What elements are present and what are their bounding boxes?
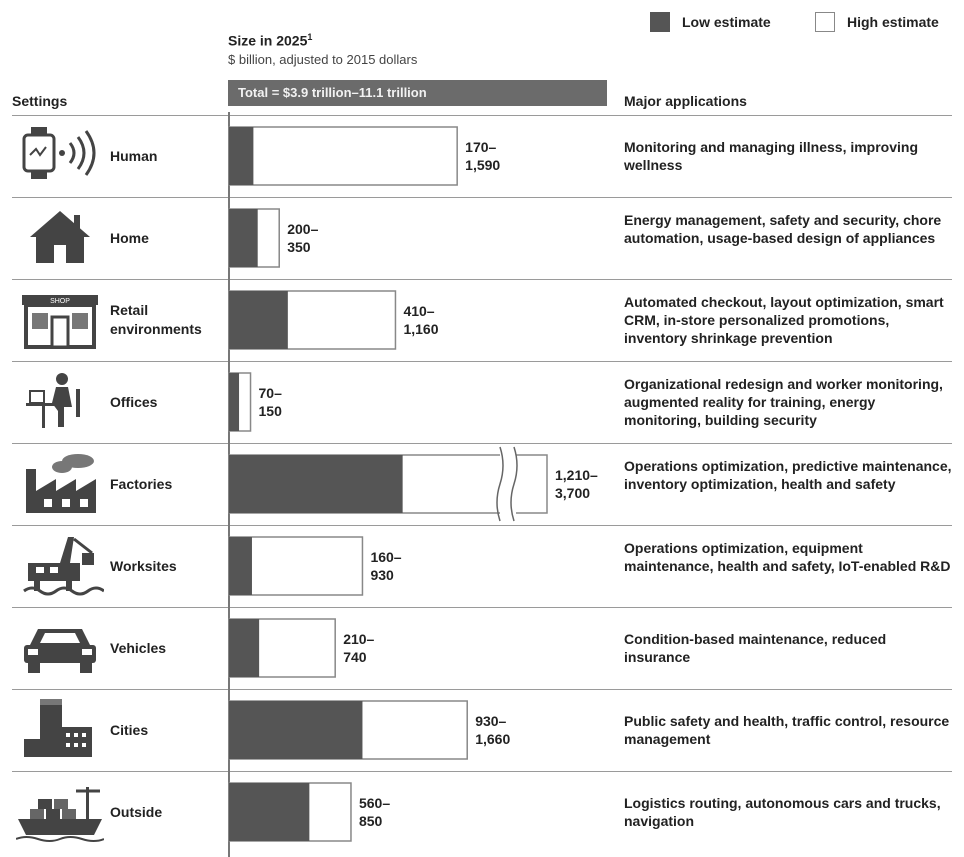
setting-label: Cities <box>110 722 149 738</box>
application-text: Operations optimization, predictive maintenance, inventory optimization, health and safety <box>624 458 952 492</box>
row-divider <box>12 771 952 772</box>
range-high-label: 740 <box>343 649 367 665</box>
range-low-label: 930– <box>475 713 507 729</box>
application-text: Automated checkout, layout optimization, smart CRM, in-store personalized promotions, inventory shrinkage prevention <box>624 294 944 346</box>
range-high-label: 1,160 <box>403 321 439 337</box>
legend-high-label: High estimate <box>847 14 939 30</box>
range-low-label: 170– <box>465 139 497 155</box>
range-label <box>343 630 374 666</box>
row-offices <box>0 361 964 443</box>
range-label <box>555 466 598 502</box>
range-label <box>403 302 438 338</box>
range-high-label: 3,700 <box>555 485 591 501</box>
range-label <box>287 220 318 256</box>
setting-label: Home <box>110 230 149 246</box>
setting-label: Offices <box>110 394 158 410</box>
factory-icon <box>16 451 104 517</box>
range-label <box>465 138 500 174</box>
application-text: Energy management, safety and security, chore automation, usage-based design of appliances <box>624 212 942 246</box>
range-low-label: 70– <box>258 385 282 401</box>
row-vehicles <box>0 607 964 689</box>
range-high-label: 350 <box>287 239 311 255</box>
office-worker-icon <box>16 369 104 435</box>
car-icon <box>16 615 104 681</box>
row-outside <box>0 771 964 853</box>
application-text: Monitoring and managing illness, improving wellness <box>624 139 919 173</box>
setting-label: Vehicles <box>110 640 167 656</box>
settings-column-header: Settings <box>12 93 68 109</box>
range-label <box>259 384 282 420</box>
row-factories <box>0 443 964 525</box>
cargo-ship-icon <box>16 779 104 845</box>
application-text: Condition-based maintenance, reduced insurance <box>624 631 887 665</box>
range-high-label: 1,590 <box>465 157 501 173</box>
range-label <box>359 794 390 830</box>
range-label <box>475 712 510 748</box>
setting-label: Retail environments <box>110 302 202 337</box>
range-high-label: 850 <box>358 813 383 829</box>
range-high-label: 150 <box>258 403 282 419</box>
applications-column-header: Major applications <box>624 93 747 109</box>
row-divider <box>12 525 952 526</box>
legend-low-label: Low estimate <box>682 14 771 30</box>
house-icon <box>16 205 104 271</box>
smartwatch-icon <box>16 123 104 189</box>
application-text: Logistics routing, autonomous cars and trucks, navigation <box>624 795 941 829</box>
setting-label: Worksites <box>110 558 177 574</box>
application-text: Organizational redesign and worker monitoring, augmented reality for training, energy monitoring, building security <box>624 376 943 428</box>
setting-label: Outside <box>110 804 163 820</box>
row-divider <box>12 197 952 198</box>
row-divider <box>12 115 952 116</box>
row-divider <box>12 279 952 280</box>
row-divider <box>12 443 952 444</box>
legend-high-swatch <box>815 12 835 32</box>
range-label <box>370 548 401 584</box>
range-low-label: 410– <box>403 303 435 319</box>
row-retail-environments <box>0 279 964 361</box>
range-low-label: 1,210– <box>555 467 598 483</box>
legend-low-swatch <box>650 12 670 32</box>
svg-text:SHOP: SHOP <box>50 298 70 305</box>
range-low-label: 160– <box>370 549 402 565</box>
setting-label: Factories <box>110 476 173 492</box>
range-low-label: 560– <box>358 795 391 811</box>
setting-label: Human <box>110 148 158 164</box>
row-home <box>0 197 964 279</box>
range-high-label: 930 <box>370 567 394 583</box>
shop-icon <box>16 287 104 353</box>
chart-title-footnote: 1 <box>307 32 313 42</box>
chart-title <box>228 32 312 49</box>
total-banner: Total = $3.9 trillion–11.1 trillion <box>228 80 607 106</box>
range-low-label: 210– <box>343 631 375 647</box>
chart-title-text: Size in 2025 <box>228 32 308 49</box>
oil-rig-icon <box>16 533 104 599</box>
row-divider <box>12 361 952 362</box>
application-text: Public safety and health, traffic control, resource management <box>624 713 950 747</box>
row-divider <box>12 689 952 690</box>
chart-subtitle: $ billion, adjusted to 2015 dollars <box>228 52 418 67</box>
range-high-label: 1,660 <box>475 731 511 747</box>
row-worksites <box>0 525 964 607</box>
application-text: Operations optimization, equipment maintenance, health and safety, IoT-enabled R&D <box>624 540 951 574</box>
row-divider <box>12 607 952 608</box>
city-buildings-icon <box>16 697 104 763</box>
range-low-label: 200– <box>287 221 319 237</box>
chart-axis-line <box>228 112 230 857</box>
